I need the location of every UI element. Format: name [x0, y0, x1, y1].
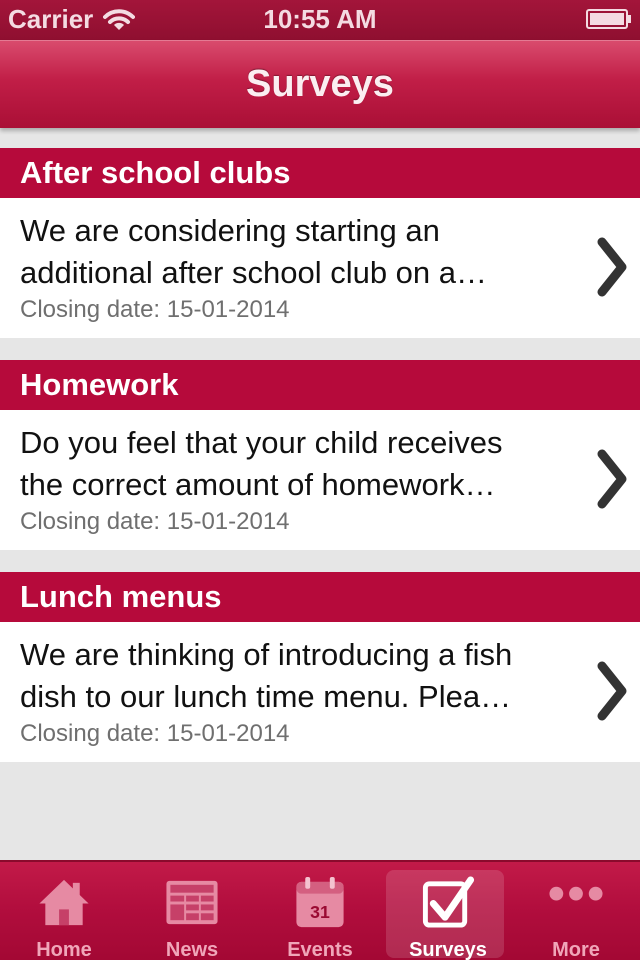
survey-row[interactable] — [0, 198, 640, 338]
carrier-label: Carrier — [8, 4, 94, 34]
status-time: 10:55 AM — [263, 4, 377, 34]
chevron-right-icon — [596, 660, 628, 722]
tab-label: Home — [36, 939, 92, 960]
survey-section — [0, 148, 640, 338]
closing-date: Closing date: 15-01-2014 — [20, 720, 290, 747]
tab-label: More — [552, 939, 600, 960]
chevron-right-icon — [596, 448, 628, 510]
survey-summary-line: the correct amount of homework… — [20, 467, 496, 502]
tab-more[interactable] — [512, 862, 640, 960]
survey-summary-line: We are thinking of introducing a fish — [20, 637, 513, 672]
survey-row[interactable] — [0, 410, 640, 550]
survey-summary-line: dish to our lunch time menu. Plea… — [20, 679, 512, 714]
survey-summary — [20, 422, 560, 506]
survey-summary-line: We are considering starting an — [20, 213, 440, 248]
closing-date: Closing date: 15-01-2014 — [20, 296, 290, 323]
survey-heading: Homework — [0, 360, 640, 410]
more-dots-icon — [547, 874, 605, 931]
survey-summary-line: additional after school club on a… — [20, 255, 488, 290]
survey-heading: Lunch menus — [0, 572, 640, 622]
home-icon — [35, 874, 93, 931]
survey-section — [0, 572, 640, 762]
survey-summary — [20, 210, 560, 294]
survey-row[interactable] — [0, 622, 640, 762]
chevron-right-icon — [596, 236, 628, 298]
checkbox-icon — [419, 874, 477, 931]
newspaper-icon — [163, 874, 221, 931]
navigation-bar — [0, 40, 640, 128]
survey-summary — [20, 634, 560, 718]
tab-surveys[interactable] — [384, 862, 512, 960]
survey-section — [0, 360, 640, 550]
tab-news[interactable] — [128, 862, 256, 960]
tab-events[interactable] — [256, 862, 384, 960]
closing-date: Closing date: 15-01-2014 — [20, 508, 290, 535]
tab-label: News — [165, 939, 219, 960]
calendar-day: 31 — [310, 902, 330, 923]
survey-list — [0, 128, 640, 860]
tab-bar — [0, 860, 640, 960]
status-bar — [0, 0, 640, 40]
page-title: Surveys — [246, 63, 394, 105]
tab-label: Events — [287, 939, 353, 960]
tab-home[interactable] — [0, 862, 128, 960]
survey-summary-line: Do you feel that your child receives — [20, 425, 503, 460]
battery-icon — [586, 9, 632, 29]
calendar-icon — [291, 874, 349, 931]
tab-label: Surveys — [409, 939, 487, 960]
survey-heading: After school clubs — [0, 148, 640, 198]
